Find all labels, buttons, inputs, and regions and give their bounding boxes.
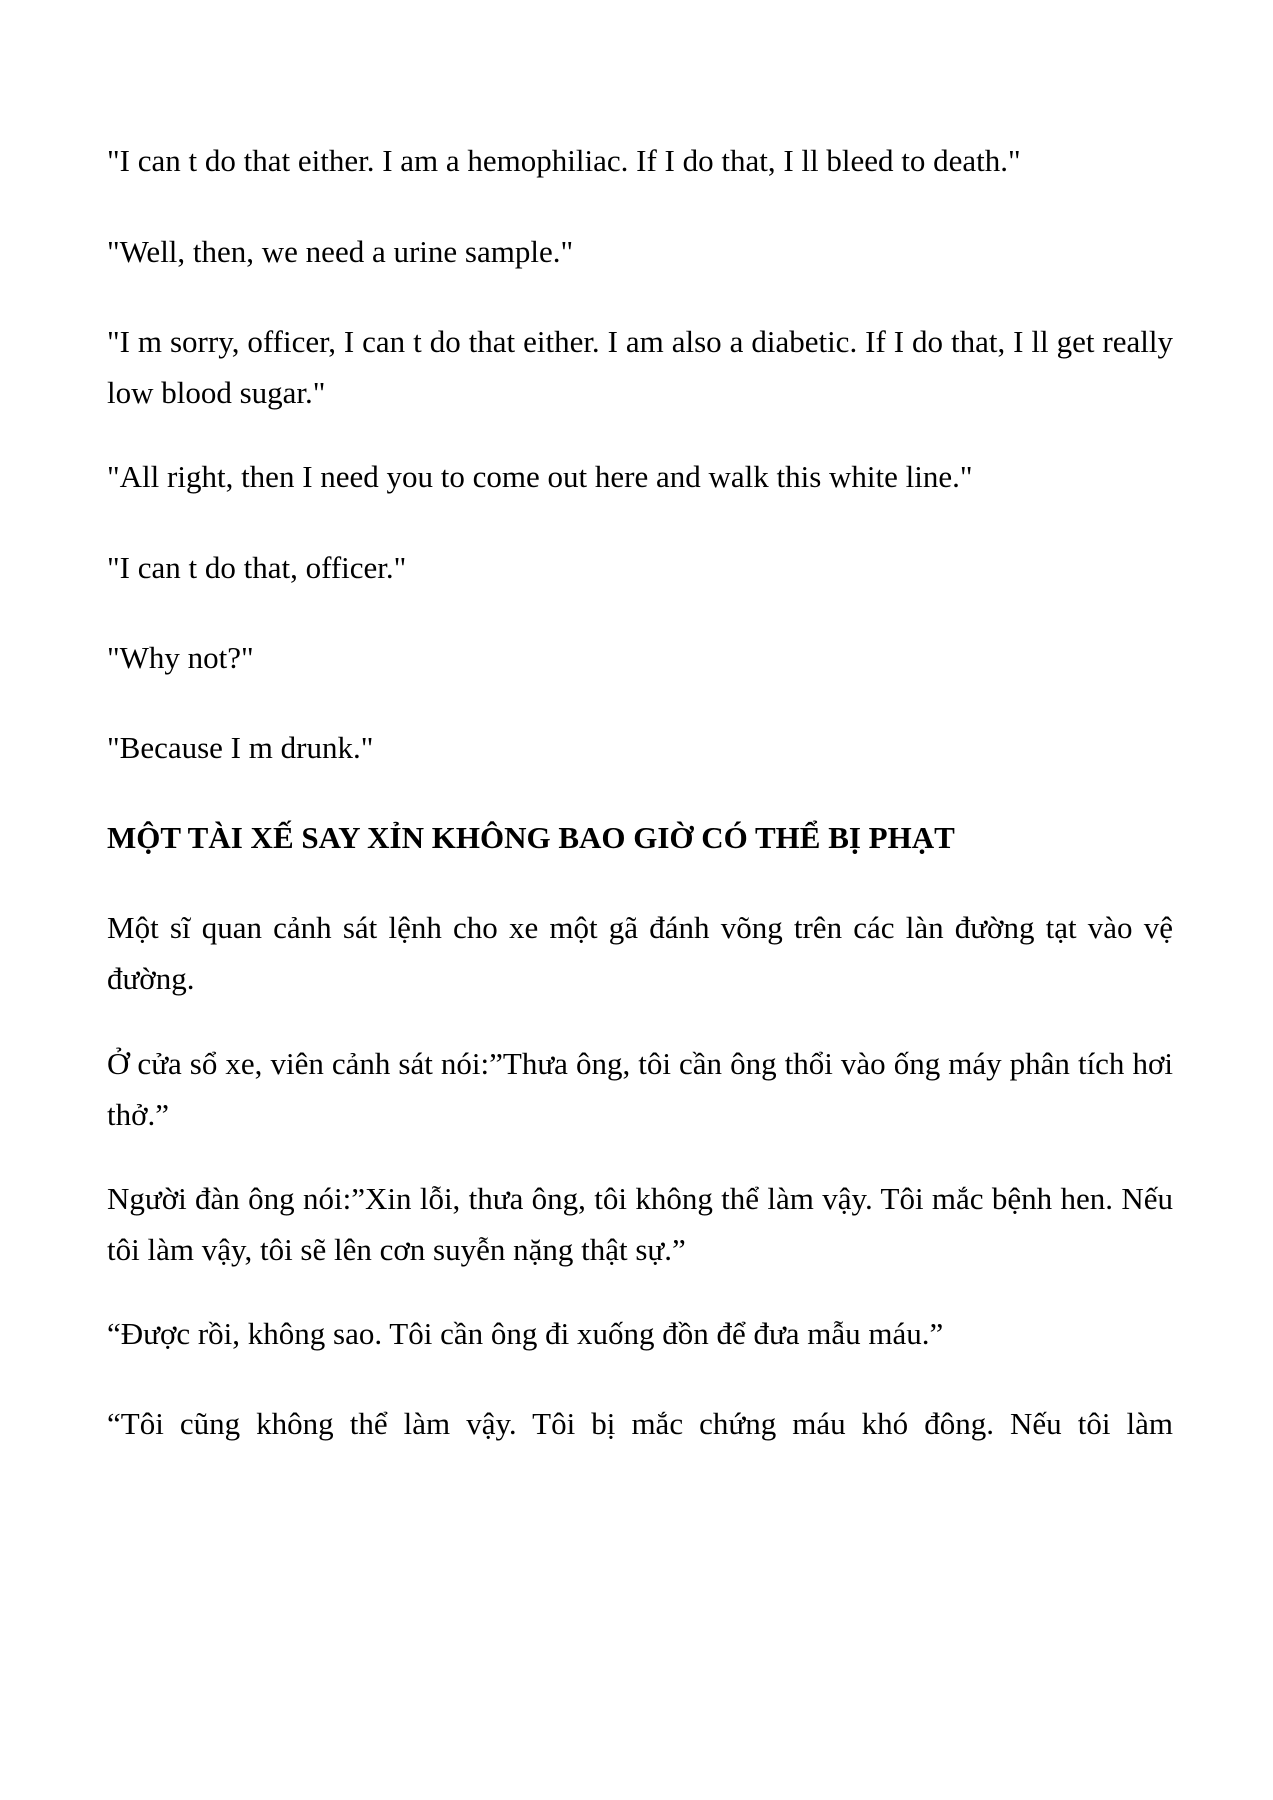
paragraph: Người đàn ông nói:”Xin lỗi, thưa ông, tôi không thể làm vậy. Tôi mắc bệnh hen. Nếu tôi làm vậy, tôi sẽ lên cơn suyễn nặng thật sự.”	[107, 1181, 1173, 1267]
document-page	[107, 0, 1173, 1800]
section-heading: MỘT TÀI XẾ SAY XỈN KHÔNG BAO GIỜ CÓ THỂ BỊ PHẠT	[107, 820, 955, 855]
paragraph: Một sĩ quan cảnh sát lệnh cho xe một gã đánh võng trên các làn đường tạt vào vệ đường.	[107, 910, 1173, 996]
paragraph: "Well, then, we need a urine sample."	[107, 234, 574, 269]
paragraph: “Tôi cũng không thể làm vậy. Tôi bị mắc chứng máu khó đông. Nếu tôi làm	[107, 1406, 1173, 1441]
paragraph: "Because I m drunk."	[107, 730, 374, 765]
paragraph: "Why not?"	[107, 640, 254, 675]
paragraph: Ở cửa sổ xe, viên cảnh sát nói:”Thưa ông, tôi cần ông thổi vào ống máy phân tích hơi thở.”	[107, 1046, 1173, 1132]
paragraph: "I can t do that, officer."	[107, 550, 407, 585]
paragraph: "I m sorry, officer, I can t do that either. I am also a diabetic. If I do that, I ll get really low blood sugar."	[107, 324, 1173, 410]
paragraph: “Được rồi, không sao. Tôi cần ông đi xuống đồn để đưa mẫu máu.”	[107, 1316, 944, 1351]
paragraph: "I can t do that either. I am a hemophiliac. If I do that, I ll bleed to death."	[107, 143, 1021, 178]
paragraph: "All right, then I need you to come out here and walk this white line."	[107, 459, 973, 494]
